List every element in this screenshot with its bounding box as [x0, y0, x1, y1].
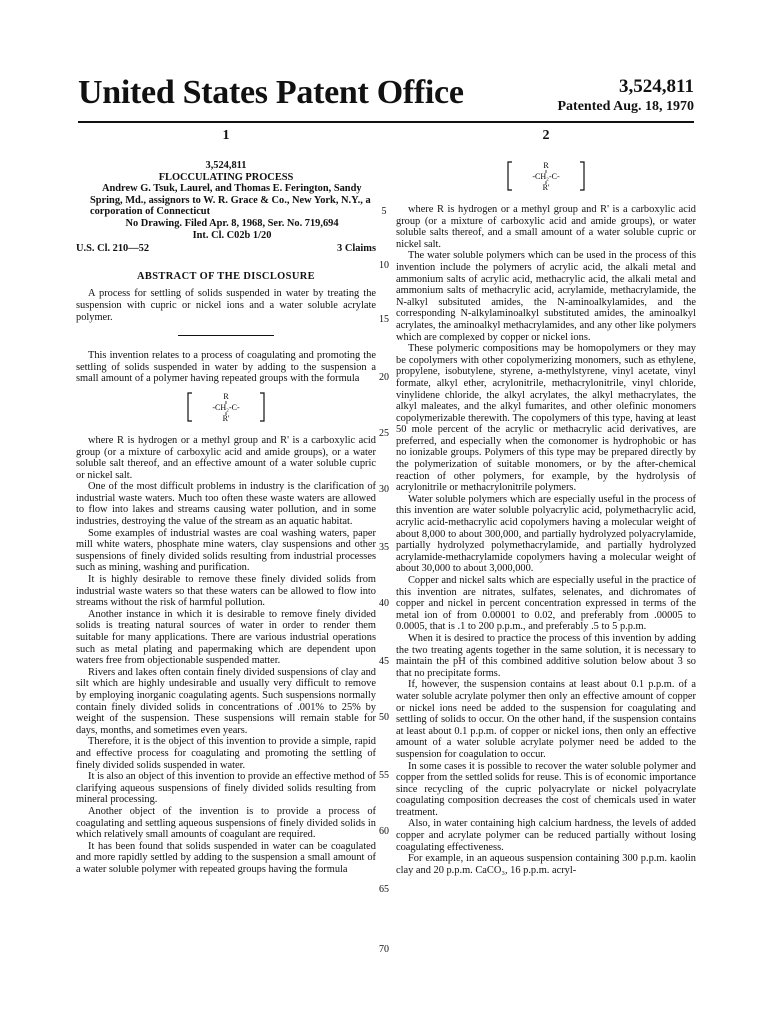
- line-number: 50: [379, 712, 389, 723]
- body-paragraph: Water soluble polymers which are especially useful in the process of this invention are water soluble polyacrylic acid, polymethacrylic acid, acrylic acid-methacrylic acid copolymers having a molecular weight of about 8,000 to about 300,000, and partially hydrolyzed polyacrylamide, partially hydrolyzed polymethacrylamide, and partially hydrolyzed acrylamide-methacrylamide copolymers having a molecular weight of about 30,000 to about 3,000,000.: [396, 493, 696, 575]
- formula-r-prime: R': [542, 183, 550, 192]
- body-paragraph: Copper and nickel salts which are especially useful in the practice of this invention are nitrates, sulfates, selenates, and dichromates of copper and nickel in percent concentration expressed in terms of the metal ion of from 0.00001 to 0.02, and preferably from .00005 to 0.0005, that is .1 to 200 p.p.m., and preferably .5 to 5 p.p.m.: [396, 575, 696, 633]
- abstract-text: A process for settling of solids suspended in water by treating the suspension with cupric or nickel ions and a water soluble acrylate polymer.: [76, 288, 376, 323]
- body-paragraph: If, however, the suspension contains at least about 0.1 p.p.m. of a water soluble acrylate polymer then only an effective amount of copper or nickel ions need be added to the suspension for coagulating and settling of solids to occur. On the other hand, if the suspension contains at least about 0.1 p.p.m. of copper or nickel ions, then only an effective amount of a water soluble acrylate polymer need be added to the suspension for coagulation to occur.: [396, 679, 696, 760]
- formula-r-prime: R': [222, 413, 230, 423]
- int-class-line: Int. Cl. C02b 1/20: [192, 229, 272, 241]
- claims-count: 3 Claims: [337, 243, 376, 255]
- patent-number: 3,524,811: [619, 76, 694, 97]
- body-paragraph: When it is desired to practice the process of this invention by adding the two treating agents together in the same solution, it is necessary to maintain the pH of this combined additive solution below about 3 so that no precipitate forms.: [396, 632, 696, 679]
- line-number: 65: [379, 884, 389, 895]
- body-paragraph: Some examples of industrial wastes are coal washing waters, paper mill white waters, phosphate mine waters, clay suspensions and other suspensions of finely divided solids resulting from industrial processes such as mining, washing and purification.: [76, 527, 376, 574]
- left-column: [76, 126, 376, 875]
- body-paragraph: It is also an object of this invention to provide an effective method of clarifying aqueous suspensions of finely divided solids resulting from mineral processing.: [76, 771, 376, 806]
- inventors-line: Andrew G. Tsuk, Laurel, and Thomas E. Ferington, Sandy Spring, Md., assignors to W. R. Grace & Co., New York, N.Y., a corporation of Connecticut: [90, 183, 371, 218]
- body-paragraph: Another instance in which it is desirable to remove finely divided solids is treating natural sources of water in order to render them suitable for many applications. There are various industrial operations such as metal plating and papermaking which are dependent upon waters free from objectionable suspended matter.: [76, 608, 376, 667]
- column-number-left: 1: [222, 128, 230, 143]
- formula-r: R: [223, 391, 229, 401]
- body-paragraph: It has been found that solids suspended in water can be coagulated and more rapidly settled by adding to the suspension a small amount of a water soluble polymer with repeated groups having the formula: [76, 840, 376, 875]
- filing-line: No Drawing. Filed Apr. 8, 1968, Ser. No. 719,694: [125, 217, 339, 229]
- line-number: 25: [379, 428, 389, 439]
- body-paragraph: where R is hydrogen or a methyl group and R' is a carboxylic acid group (or a mixture of carboxylic acid and amide groups), or water soluble salts thereof, and a small amount of a water soluble cupric or nickel salt.: [396, 204, 696, 250]
- line-number: 40: [379, 598, 389, 609]
- body-paragraph: It is highly desirable to remove these finely divided solids from industrial waste waters so that these waters can be allowed to flow into streams without the risk of harmful pollution.: [76, 574, 376, 609]
- body-paragraph: Another object of the invention is to provide a process of coagulating and settling aqueous suspensions of finely divided solids in which relatively small amounts of coagulant are required.: [76, 805, 376, 841]
- body-paragraph: This invention relates to a process of coagulating and promoting the settling of solids suspended in water by adding to the suspension a small amount of a polymer having repeated groups with the formula: [76, 350, 376, 385]
- line-number: 35: [379, 542, 389, 553]
- polymer-formula-diagram: [396, 158, 696, 194]
- column-number-right: 2: [542, 128, 550, 143]
- us-class: U.S. Cl. 210—52: [76, 243, 150, 255]
- body-paragraph: Also, in water containing high calcium hardness, the levels of added copper and acrylate polymer can be reduced partially without losing coagulating effectiveness.: [396, 818, 696, 853]
- body-paragraph: Rivers and lakes often contain finely divided suspensions of clay and silt which are highly undesirable and usually very difficult to remove by employing inorganic coagulating agents. Such suspensions normally contain finely divided solids in concentrations of .001% to 25% by weight of the suspension. These suspensions will remain stable for days, months, and sometimes even years.: [76, 666, 376, 736]
- abstract-heading: ABSTRACT OF THE DISCLOSURE: [137, 270, 315, 282]
- line-number: 5: [381, 206, 387, 217]
- classification-line: [76, 243, 376, 255]
- patent-date: Patented Aug. 18, 1970: [557, 99, 694, 114]
- abstract-divider: [178, 335, 274, 336]
- line-number: 15: [379, 314, 389, 325]
- invention-title: FLOCCULATING PROCESS: [158, 171, 294, 183]
- line-number-gutter: [374, 126, 396, 996]
- front-patent-number: 3,524,811: [205, 160, 247, 171]
- line-number: 30: [379, 484, 389, 495]
- header-rule: [78, 121, 694, 123]
- body-paragraph: These polymeric compositions may be homopolymers or they may be copolymers with other copolymerizing monomers, such as ethylene, propylene, isobutylene, styrene, a-methylstyrene, vinyl acetate, vinyl formate, alkyl ether, acrylonitrile, methacrylonitrile, vinyl chloride, vinylidene chloride, the alkyl acrylates, the alkyl methacrylates, the alkyl maleates, and the alkyl fumarites, and other olefinic monomers copolymerizable therewith. The copolymers of this type, having at least 50 mole percent of the acrylic or methacrylic acid derivatives, are preferred, and especially when the comonomer is hydrophobic or has no ionizable groups. Polymers of this type may be prepared directly by the polymerization of suitable monomers, or by the after-chemical reaction of other polymers, for example, by the hydrolysis of acrylonitrile or methacrylonitrile polymers.: [396, 343, 696, 494]
- line-number: 45: [379, 656, 389, 667]
- polymer-formula-diagram: [76, 389, 376, 425]
- line-number: 20: [379, 372, 389, 383]
- body-paragraph: where R is hydrogen or a methyl group and R' is a carboxylic acid group (or a mixture of carboxylic acid and amide groups), or a water soluble salt thereof, and an effective amount of a water soluble cupric or nickel salt.: [76, 434, 376, 481]
- line-number: 60: [379, 826, 389, 837]
- office-title: United States Patent Office: [78, 74, 464, 111]
- formula-group: -CH₂-C-: [532, 172, 560, 181]
- body-paragraph: One of the most difficult problems in industry is the clarification of industrial waste waters. Much too often these waste waters are allowed to flow into lakes and streams causing water pollution, and in some industries, destroying the value of the stream as an aquatic habitat.: [76, 481, 376, 528]
- line-number: 10: [379, 260, 389, 271]
- body-paragraph: For example, in an aqueous suspension containing 300 p.p.m. kaolin clay and 20 p.p.m. CaCO₃, 16 p.p.m. acryl-: [396, 853, 696, 876]
- page-header: [78, 70, 694, 120]
- body-paragraph: The water soluble polymers which can be used in the process of this invention include the polymers of acrylic acid, the alkali metal and ammonium salts of acrylic acid, methacrylic acid, the alkali metal and ammonium salts of methacrylic acid, acrylamide, methacrylamide, the N-alkyl subsituted amides, the N-aminoalkylamides, and the corresponding N-alkylaminoalkyl substituted amides, the aminoalkyl acrylates, the aminoalkyl methacrylamides, and any other like polymers which are complexed by copper or nickel ions.: [396, 250, 696, 343]
- front-matter: [76, 160, 376, 183]
- right-column: [396, 126, 696, 876]
- formula-group: -CH₂-C-: [212, 402, 240, 412]
- body-paragraph: In some cases it is possible to recover the water soluble polymer and copper from the settled solids for reuse. This is of economic importance since recycling of the cupric polyacrylate or nickel polyacrylate coagulating composition decreases the cost of chemicals used in water treatment.: [396, 760, 696, 818]
- line-number: 70: [379, 944, 389, 955]
- line-number: 55: [379, 770, 389, 781]
- body-paragraph: Therefore, it is the object of this invention to provide a simple, rapid and effective process for coagulating and promoting the settling of finely divided solids suspended in water.: [76, 736, 376, 771]
- formula-r: R: [543, 161, 549, 170]
